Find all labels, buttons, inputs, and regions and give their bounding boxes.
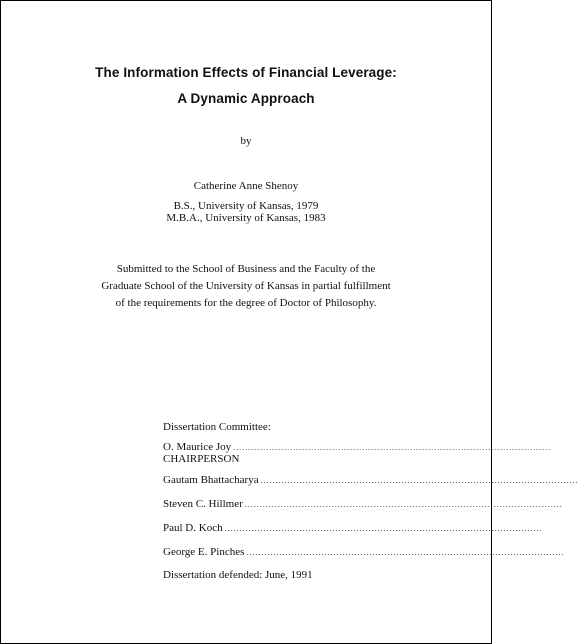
- title-line-1: The Information Effects of Financial Leverage:: [95, 65, 397, 80]
- committee-member-bhattacharya: [163, 474, 579, 486]
- signature-line: ..........................................................................................................: [233, 443, 552, 452]
- submission-line-2: Graduate School of the University of Kansas in partial fulfillment: [101, 280, 391, 292]
- defense-date: Dissertation defended: June, 1991: [163, 569, 313, 581]
- member-name: Paul D. Koch: [163, 522, 223, 534]
- committee-member-pinches: [163, 546, 565, 558]
- degree-mba: M.B.A., University of Kansas, 1983: [166, 212, 326, 224]
- signature-line: ..........................................................................................................: [224, 524, 543, 533]
- signature-line: ..........................................................................................................: [246, 548, 565, 557]
- member-name: O. Maurice Joy: [163, 441, 232, 453]
- chairperson-label: CHAIRPERSON: [163, 453, 240, 465]
- committee-member-hillmer: [163, 498, 563, 510]
- signature-line: ..........................................................................................................: [260, 476, 579, 485]
- member-name: George E. Pinches: [163, 546, 245, 558]
- committee-member-koch: [163, 522, 543, 534]
- member-name: Gautam Bhattacharya: [163, 474, 259, 486]
- author-name: Catherine Anne Shenoy: [193, 180, 299, 192]
- committee-member-joy: [163, 441, 552, 453]
- degree-bs: B.S., University of Kansas, 1979: [173, 200, 319, 212]
- submission-line-1: Submitted to the School of Business and the Faculty of the: [116, 263, 376, 275]
- submission-line-3: of the requirements for the degree of Doctor of Philosophy.: [115, 297, 377, 309]
- committee-heading: Dissertation Committee:: [163, 421, 271, 433]
- by-label: by: [240, 135, 252, 147]
- title-line-2: A Dynamic Approach: [177, 91, 315, 106]
- signature-line: ..........................................................................................................: [244, 500, 563, 509]
- member-name: Steven C. Hillmer: [163, 498, 243, 510]
